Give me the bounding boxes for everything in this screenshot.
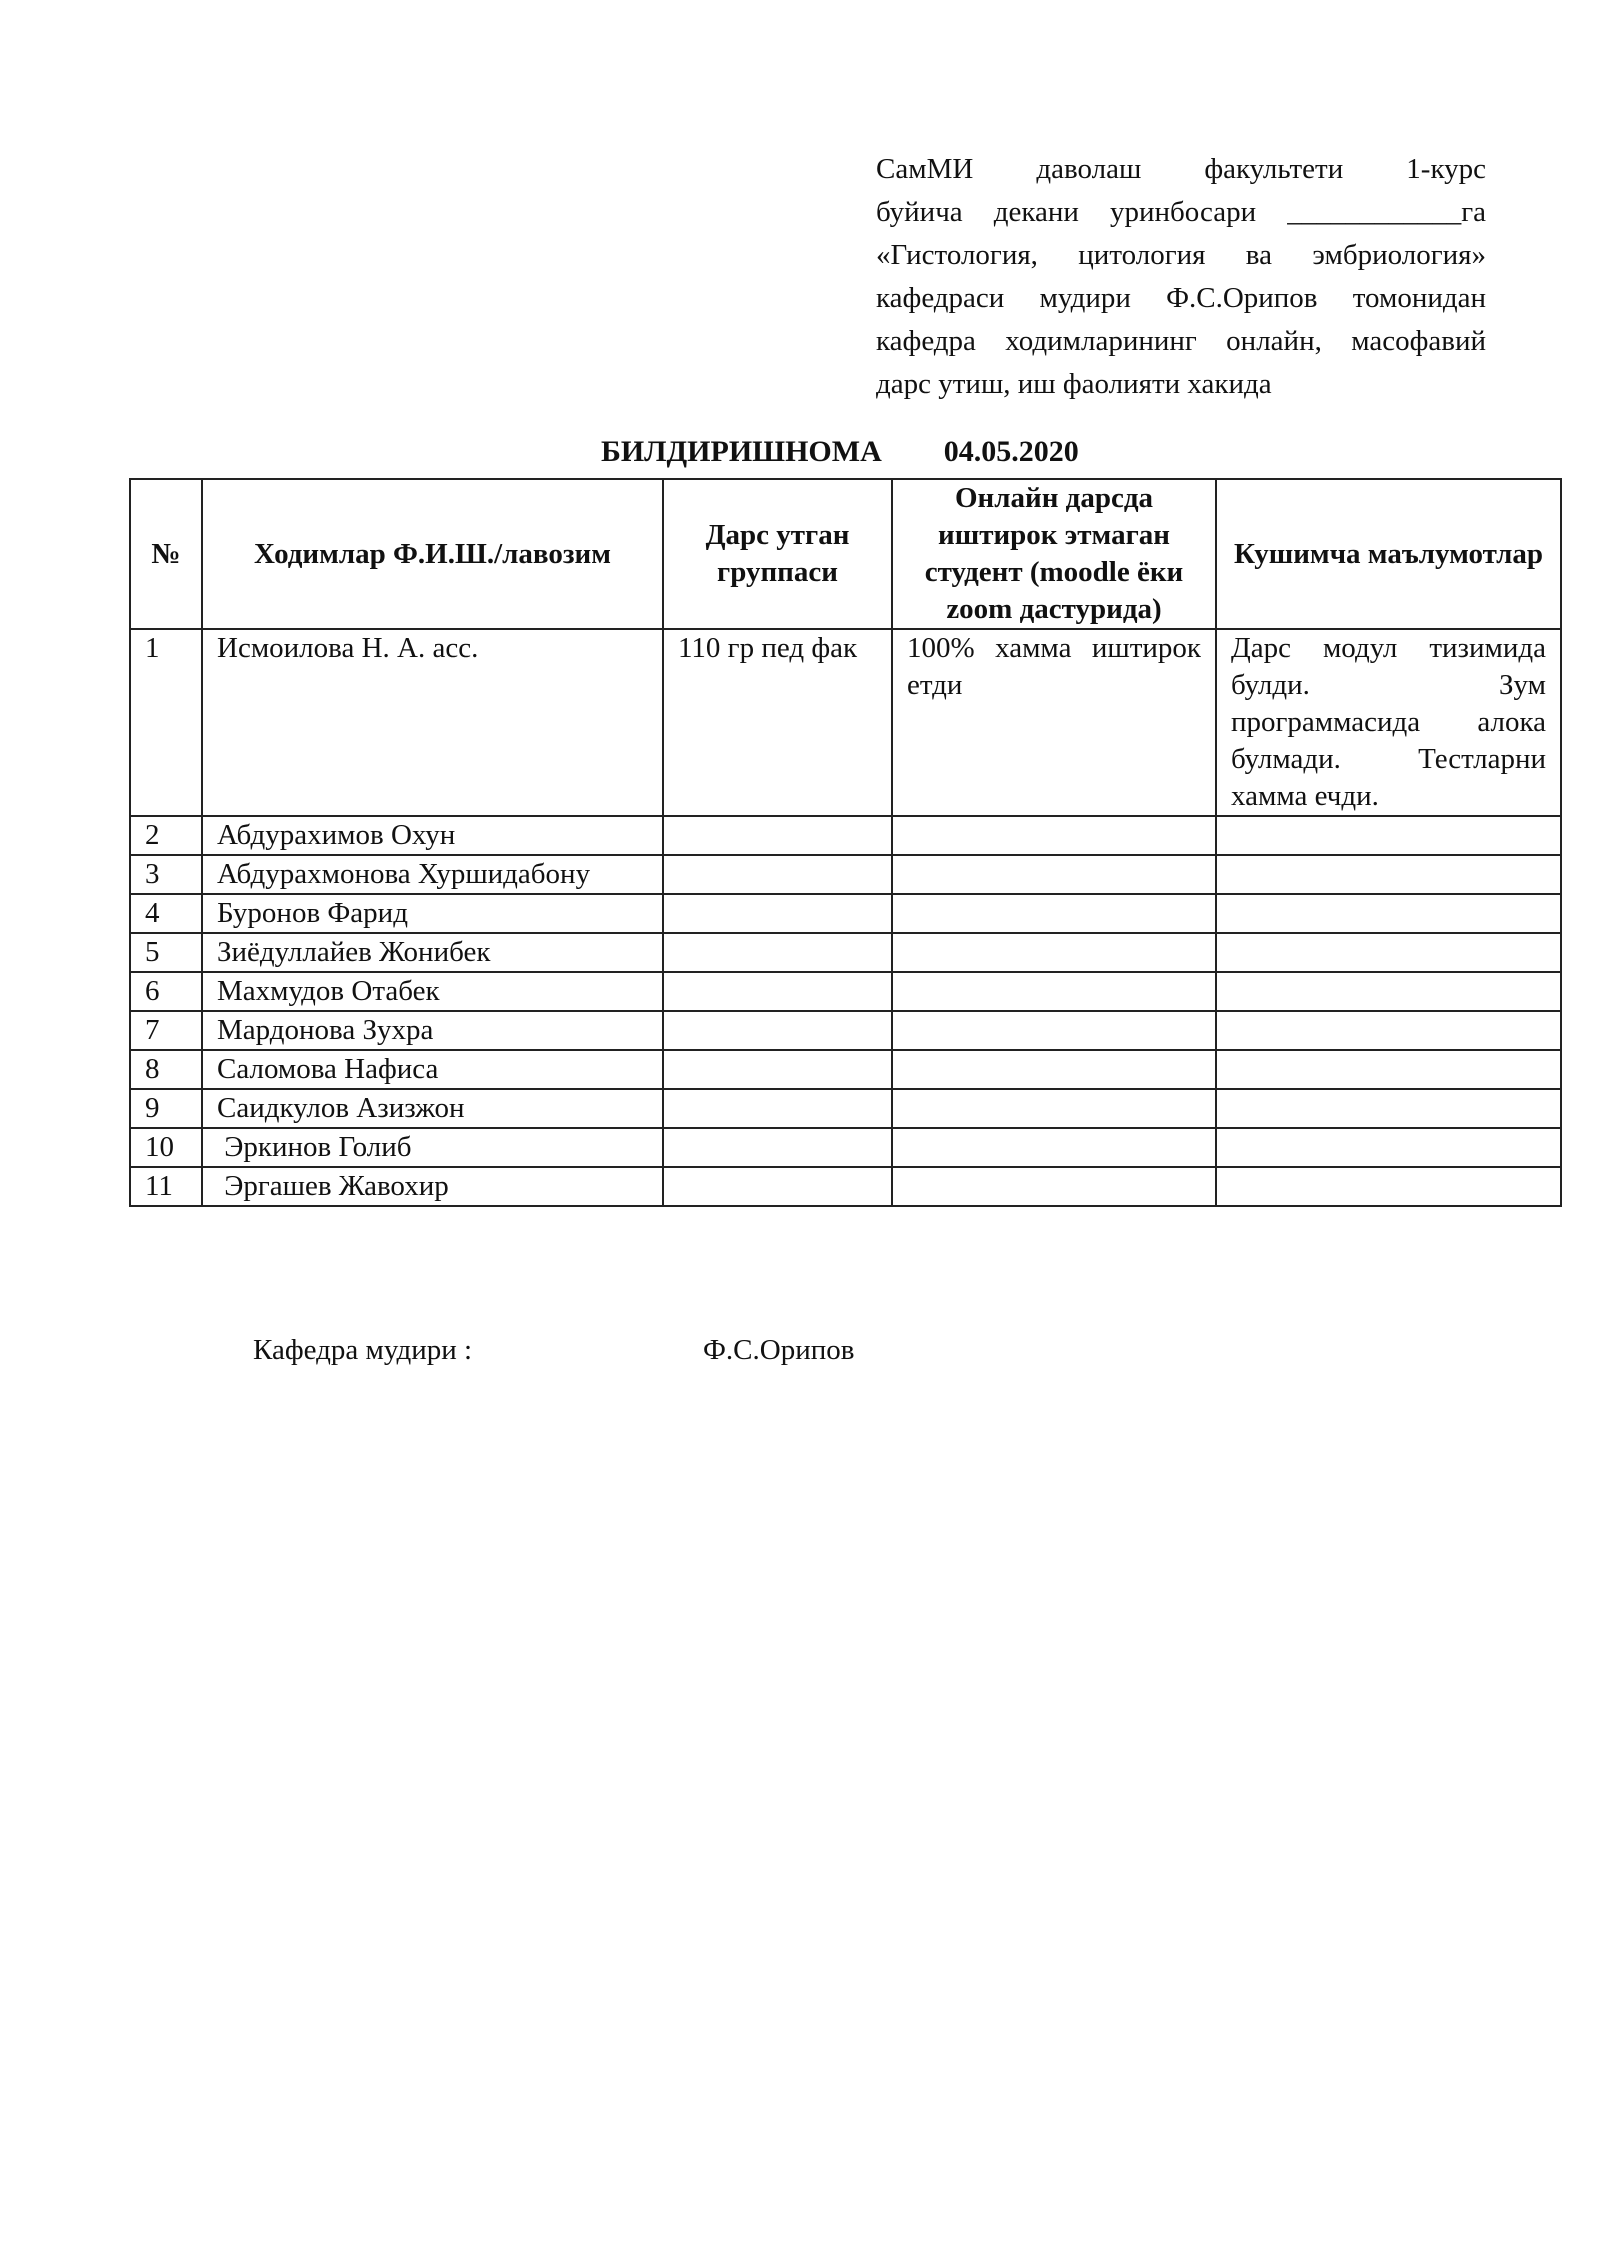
cell-name: Абдурахмонова Хуршидабону xyxy=(202,855,663,894)
address-line: «Гистология, цитология ва эмбриология» xyxy=(876,239,1486,271)
table-header-row xyxy=(130,479,1561,629)
cell-extra xyxy=(1216,933,1561,972)
cell-num: 6 xyxy=(130,972,202,1011)
cell-extra xyxy=(1216,1089,1561,1128)
cell-name: Эркинов Голиб xyxy=(202,1128,663,1167)
cell-name: Махмудов Отабек xyxy=(202,972,663,1011)
cell-num: 1 xyxy=(130,629,202,816)
document-title xyxy=(601,432,1079,472)
cell-online: 100% хамма иштирок етди xyxy=(892,629,1216,816)
signature-block xyxy=(253,1330,855,1370)
cell-num: 11 xyxy=(130,1167,202,1206)
signature-name: Ф.С.Орипов xyxy=(703,1334,855,1366)
cell-name: Исмоилова Н. А. асс. xyxy=(202,629,663,816)
table-row xyxy=(130,1050,1561,1089)
staff-table xyxy=(129,478,1562,1207)
table-row xyxy=(130,933,1561,972)
header-group: Дарс утган группаси xyxy=(663,479,892,629)
cell-name: Зиёдуллайев Жонибек xyxy=(202,933,663,972)
cell-num: 2 xyxy=(130,816,202,855)
cell-num: 3 xyxy=(130,855,202,894)
cell-name: Саломова Нафиса xyxy=(202,1050,663,1089)
cell-extra xyxy=(1216,1011,1561,1050)
cell-extra xyxy=(1216,1128,1561,1167)
address-line: буйича декани уринбосари ____________га xyxy=(876,196,1486,228)
cell-online xyxy=(892,816,1216,855)
cell-name: Абдурахимов Охун xyxy=(202,816,663,855)
title-text: БИЛДИРИШНОМА xyxy=(601,435,882,468)
cell-extra xyxy=(1216,855,1561,894)
cell-num: 7 xyxy=(130,1011,202,1050)
table-row xyxy=(130,1128,1561,1167)
address-line: дарс утиш, иш фаолияти хакида xyxy=(876,368,1272,400)
cell-group: 110 гр пед фак xyxy=(663,629,892,816)
cell-extra: Дарс модул тизимида булди. Зум программасида алока булмади. Тестларни хамма ечди. xyxy=(1216,629,1561,816)
table-row xyxy=(130,855,1561,894)
cell-extra xyxy=(1216,972,1561,1011)
cell-num: 4 xyxy=(130,894,202,933)
table-row xyxy=(130,894,1561,933)
cell-num: 8 xyxy=(130,1050,202,1089)
table-row xyxy=(130,629,1561,816)
cell-num: 5 xyxy=(130,933,202,972)
cell-online xyxy=(892,894,1216,933)
header-num: № xyxy=(130,479,202,629)
cell-group xyxy=(663,855,892,894)
address-block xyxy=(876,148,1486,406)
cell-online xyxy=(892,1167,1216,1206)
cell-num: 9 xyxy=(130,1089,202,1128)
signature-role: Кафедра мудири : xyxy=(253,1334,473,1366)
address-line: кафедраси мудири Ф.С.Орипов томонидан xyxy=(876,282,1486,314)
cell-group xyxy=(663,894,892,933)
cell-online xyxy=(892,933,1216,972)
address-line: СамМИ даволаш факультети 1-курс xyxy=(876,153,1486,185)
cell-extra xyxy=(1216,816,1561,855)
cell-online xyxy=(892,1089,1216,1128)
cell-name: Саидкулов Азизжон xyxy=(202,1089,663,1128)
table-row xyxy=(130,1089,1561,1128)
cell-group xyxy=(663,1050,892,1089)
cell-group xyxy=(663,1128,892,1167)
header-online: Онлайн дарсда иштирок этмаган студент (moodle ёки zoom дастурида) xyxy=(892,479,1216,629)
address-line: кафедра ходимларининг онлайн, масофавий xyxy=(876,325,1486,357)
cell-extra xyxy=(1216,1050,1561,1089)
cell-online xyxy=(892,855,1216,894)
cell-group xyxy=(663,816,892,855)
cell-group xyxy=(663,1167,892,1206)
cell-group xyxy=(663,1089,892,1128)
header-extra: Кушимча маълумотлар xyxy=(1216,479,1561,629)
cell-group xyxy=(663,972,892,1011)
cell-extra xyxy=(1216,894,1561,933)
cell-online xyxy=(892,1050,1216,1089)
cell-name: Мардонова Зухра xyxy=(202,1011,663,1050)
cell-name: Эргашев Жавохир xyxy=(202,1167,663,1206)
table-row xyxy=(130,972,1561,1011)
title-date: 04.05.2020 xyxy=(943,435,1079,468)
table-row xyxy=(130,1167,1561,1206)
cell-extra xyxy=(1216,1167,1561,1206)
cell-name: Буронов Фарид xyxy=(202,894,663,933)
table-row xyxy=(130,816,1561,855)
cell-group xyxy=(663,933,892,972)
table-row xyxy=(130,1011,1561,1050)
cell-num: 10 xyxy=(130,1128,202,1167)
header-name: Ходимлар Ф.И.Ш./лавозим xyxy=(202,479,663,629)
cell-online xyxy=(892,1128,1216,1167)
cell-group xyxy=(663,1011,892,1050)
cell-online xyxy=(892,972,1216,1011)
cell-online xyxy=(892,1011,1216,1050)
